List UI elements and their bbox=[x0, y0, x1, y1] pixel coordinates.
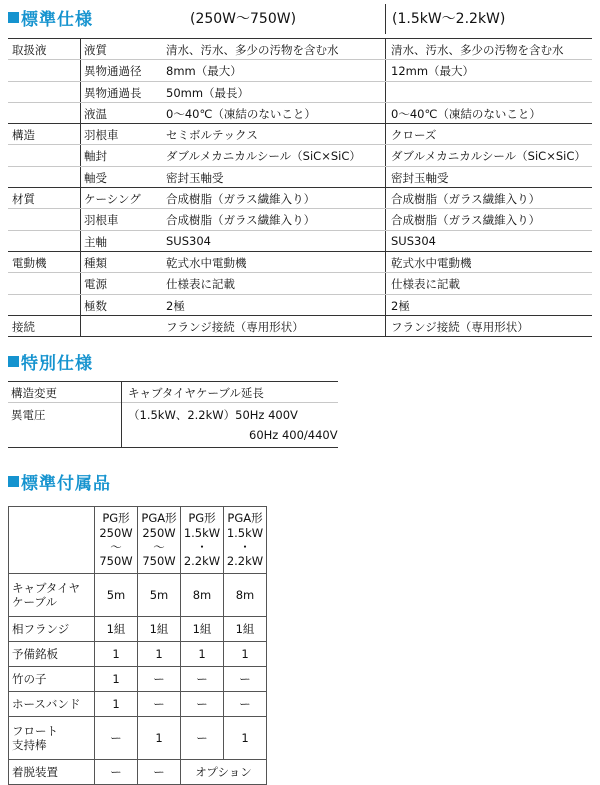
accessories-row bbox=[9, 617, 267, 642]
label-line: 着脱装置 bbox=[12, 764, 58, 779]
spec-item: 羽根車 bbox=[84, 213, 119, 228]
header-line: PGA形 bbox=[141, 511, 177, 526]
spec-value-b: SUS304 bbox=[391, 233, 436, 248]
accessories-cell: ー bbox=[181, 717, 224, 760]
label-line: 竹の子 bbox=[12, 671, 47, 686]
accessories-col-header bbox=[95, 507, 138, 574]
spec-value-a: 50mm（最長） bbox=[166, 85, 250, 100]
accessories-cell: 1 bbox=[224, 642, 267, 667]
spec-value-b: 12mm（最大） bbox=[391, 64, 475, 79]
accessories-row-label bbox=[9, 574, 95, 617]
spec-value-a: ダブルメカニカルシール（SiC×SiC） bbox=[166, 149, 361, 164]
spec-item: 電源 bbox=[84, 277, 107, 292]
accessories-cell: 8m bbox=[224, 574, 267, 617]
spec-category: 材質 bbox=[12, 192, 35, 207]
spec-row bbox=[8, 60, 592, 81]
spec-item: 種類 bbox=[84, 255, 107, 270]
accessories-row bbox=[9, 667, 267, 692]
spec-row bbox=[8, 231, 592, 252]
accessories-col-header bbox=[138, 507, 181, 574]
spec-item: ケーシング bbox=[84, 192, 141, 207]
accessories-col-header bbox=[224, 507, 267, 574]
spec-item: 軸受 bbox=[84, 170, 107, 185]
label-line: 予備銘板 bbox=[12, 646, 58, 661]
column-a-header: (250W〜750W) bbox=[190, 11, 297, 27]
accessories-title: 標準付属品 bbox=[21, 473, 111, 494]
spec-item: 主軸 bbox=[84, 234, 107, 249]
header-line: 750W bbox=[99, 554, 133, 569]
accessories-cell: 5m bbox=[95, 574, 138, 617]
accessories-cell: 1組 bbox=[138, 617, 181, 642]
spec-row bbox=[8, 38, 592, 60]
spec-value-a: 0〜40℃（凍結のないこと） bbox=[166, 106, 316, 121]
accessories-cell: 1 bbox=[95, 692, 138, 717]
label-line: ホースバンド bbox=[12, 696, 81, 711]
spec-value-b: 仕様表に記載 bbox=[391, 277, 460, 292]
heading-square-icon bbox=[8, 356, 19, 367]
header-line: 750W bbox=[142, 554, 176, 569]
spec-row bbox=[8, 167, 592, 188]
accessories-cell: 1 bbox=[95, 642, 138, 667]
accessories-cell: 1 bbox=[181, 642, 224, 667]
spec-item: 異物通過径 bbox=[84, 64, 142, 79]
spec-row bbox=[8, 145, 592, 166]
spec-row bbox=[8, 103, 592, 124]
special-row2-line2: 60Hz 400/440V bbox=[249, 428, 338, 442]
accessories-cell: オプション bbox=[181, 760, 267, 785]
spec-item: 異物通過長 bbox=[84, 85, 142, 100]
accessories-cell: 1組 bbox=[181, 617, 224, 642]
header-line: ・ bbox=[196, 540, 208, 554]
accessories-row-label bbox=[9, 617, 95, 642]
accessories-row bbox=[9, 717, 267, 760]
accessories-cell: 1 bbox=[138, 717, 181, 760]
header-line: PG形 bbox=[102, 511, 130, 526]
spec-value-a: 乾式水中電動機 bbox=[166, 255, 247, 270]
spec-row bbox=[8, 273, 592, 294]
header-line: 250W bbox=[99, 525, 133, 540]
accessories-row-label bbox=[9, 760, 95, 785]
accessories-header-row bbox=[9, 507, 267, 574]
accessories-cell: 1 bbox=[224, 717, 267, 760]
accessories-cell: 1 bbox=[95, 667, 138, 692]
spec-item: 液温 bbox=[84, 106, 107, 121]
spec-value-b: ダブルメカニカルシール（SiC×SiC） bbox=[391, 149, 586, 164]
spec-value-a: 合成樹脂（ガラス繊維入り） bbox=[166, 192, 316, 207]
spec-value-a: 合成樹脂（ガラス繊維入り） bbox=[166, 213, 316, 228]
spec-value-b: 合成樹脂（ガラス繊維入り） bbox=[391, 192, 541, 207]
spec-category: 電動機 bbox=[12, 255, 47, 270]
accessories-row bbox=[9, 574, 267, 617]
accessories-cell: ー bbox=[95, 760, 138, 785]
accessories-cell: 1組 bbox=[95, 617, 138, 642]
special-row1-value: キャブタイヤケーブル延長 bbox=[128, 386, 264, 400]
accessories-row-label bbox=[9, 642, 95, 667]
special-spec-title: 特別仕様 bbox=[21, 353, 93, 374]
spec-value-b: 清水、汚水、多少の汚物を含む水 bbox=[391, 43, 564, 57]
accessories-cell: 8m bbox=[181, 574, 224, 617]
spec-value-b: クローズ bbox=[391, 128, 437, 143]
header-line: 2.2kW bbox=[183, 554, 221, 569]
spec-value-b: 密封玉軸受 bbox=[391, 170, 449, 185]
accessories-cell: 1 bbox=[138, 642, 181, 667]
standard-spec-title: 標準仕様 bbox=[21, 9, 93, 30]
label-line: 相フランジ bbox=[12, 621, 70, 636]
spec-value-a: 8mm（最大） bbox=[166, 64, 242, 79]
spec-value-b: 0〜40℃（凍結のないこと） bbox=[391, 106, 541, 121]
label-line: キャブタイヤ bbox=[12, 580, 80, 595]
accessories-row bbox=[9, 642, 267, 667]
spec-item: 液質 bbox=[84, 43, 107, 57]
header-line: 〜 bbox=[153, 540, 165, 554]
spec-category: 接続 bbox=[12, 319, 35, 334]
heading-square-icon bbox=[8, 12, 19, 23]
accessories-col-header bbox=[181, 507, 224, 574]
header-line: 1.5kW bbox=[183, 525, 221, 540]
spec-row bbox=[8, 209, 592, 230]
label-line: 支持棒 bbox=[12, 738, 47, 752]
spec-value-a: 2極 bbox=[166, 298, 185, 313]
accessories-cell: ー bbox=[224, 667, 267, 692]
special-row1-label: 構造変更 bbox=[11, 386, 57, 400]
accessories-row-label bbox=[9, 692, 95, 717]
spec-row bbox=[8, 316, 592, 337]
spec-row bbox=[8, 188, 592, 209]
accessories-row bbox=[9, 692, 267, 717]
accessories-cell: ー bbox=[181, 667, 224, 692]
spec-row bbox=[8, 82, 592, 103]
spec-value-b: 乾式水中電動機 bbox=[391, 255, 472, 270]
spec-row bbox=[8, 252, 592, 273]
special-spec-table bbox=[8, 381, 338, 448]
special-row2-label: 異電圧 bbox=[11, 408, 46, 422]
spec-value-a: 仕様表に記載 bbox=[166, 277, 235, 292]
spec-value-a: 清水、汚水、多少の汚物を含む水 bbox=[166, 43, 339, 57]
accessories-row-label bbox=[9, 667, 95, 692]
special-spec-heading bbox=[8, 350, 93, 372]
column-b-header: (1.5kW〜2.2kW) bbox=[392, 11, 506, 27]
spec-category: 取扱液 bbox=[12, 43, 47, 57]
header-line: PG形 bbox=[188, 511, 216, 526]
header-divider bbox=[385, 4, 386, 34]
standard-spec-heading bbox=[8, 6, 93, 28]
accessories-cell: ー bbox=[138, 760, 181, 785]
accessories-table bbox=[8, 506, 267, 785]
accessories-cell: ー bbox=[138, 692, 181, 717]
accessories-row-label bbox=[9, 717, 95, 760]
special-row2-line1: （1.5kW、2.2kW）50Hz 400V bbox=[128, 408, 298, 422]
spec-row bbox=[8, 124, 592, 145]
blank-corner-cell bbox=[9, 507, 95, 574]
label-line: ケーブル bbox=[12, 595, 57, 609]
accessories-cell: 1組 bbox=[224, 617, 267, 642]
header-line: 〜 bbox=[110, 540, 122, 554]
spec-category: 構造 bbox=[12, 128, 35, 143]
spec-value-a: フランジ接続（専用形状） bbox=[166, 319, 304, 334]
accessories-cell: ー bbox=[95, 717, 138, 760]
header-line: 250W bbox=[142, 525, 176, 540]
header-line: ・ bbox=[239, 540, 251, 554]
spec-item: 軸封 bbox=[84, 149, 107, 164]
standard-spec-table bbox=[8, 38, 592, 337]
spec-value-b: 2極 bbox=[391, 298, 410, 313]
accessories-cell: ー bbox=[181, 692, 224, 717]
accessories-heading bbox=[8, 470, 111, 492]
header-line: PGA形 bbox=[227, 511, 263, 526]
spec-value-a: 密封玉軸受 bbox=[166, 170, 224, 185]
accessories-cell: ー bbox=[224, 692, 267, 717]
spec-item: 羽根車 bbox=[84, 128, 119, 143]
accessories-cell: ー bbox=[138, 667, 181, 692]
spec-row bbox=[8, 295, 592, 316]
accessories-cell: 5m bbox=[138, 574, 181, 617]
label-line: フロート bbox=[12, 723, 58, 738]
spec-value-b: 合成樹脂（ガラス繊維入り） bbox=[391, 213, 541, 228]
header-line: 1.5kW bbox=[226, 525, 264, 540]
spec-value-b: フランジ接続（専用形状） bbox=[391, 319, 529, 334]
spec-item: 極数 bbox=[84, 298, 107, 313]
header-line: 2.2kW bbox=[226, 554, 264, 569]
spec-value-a: SUS304 bbox=[166, 233, 211, 248]
heading-square-icon bbox=[8, 476, 19, 487]
accessories-row bbox=[9, 760, 267, 785]
spec-value-a: セミボルテックス bbox=[166, 128, 258, 143]
